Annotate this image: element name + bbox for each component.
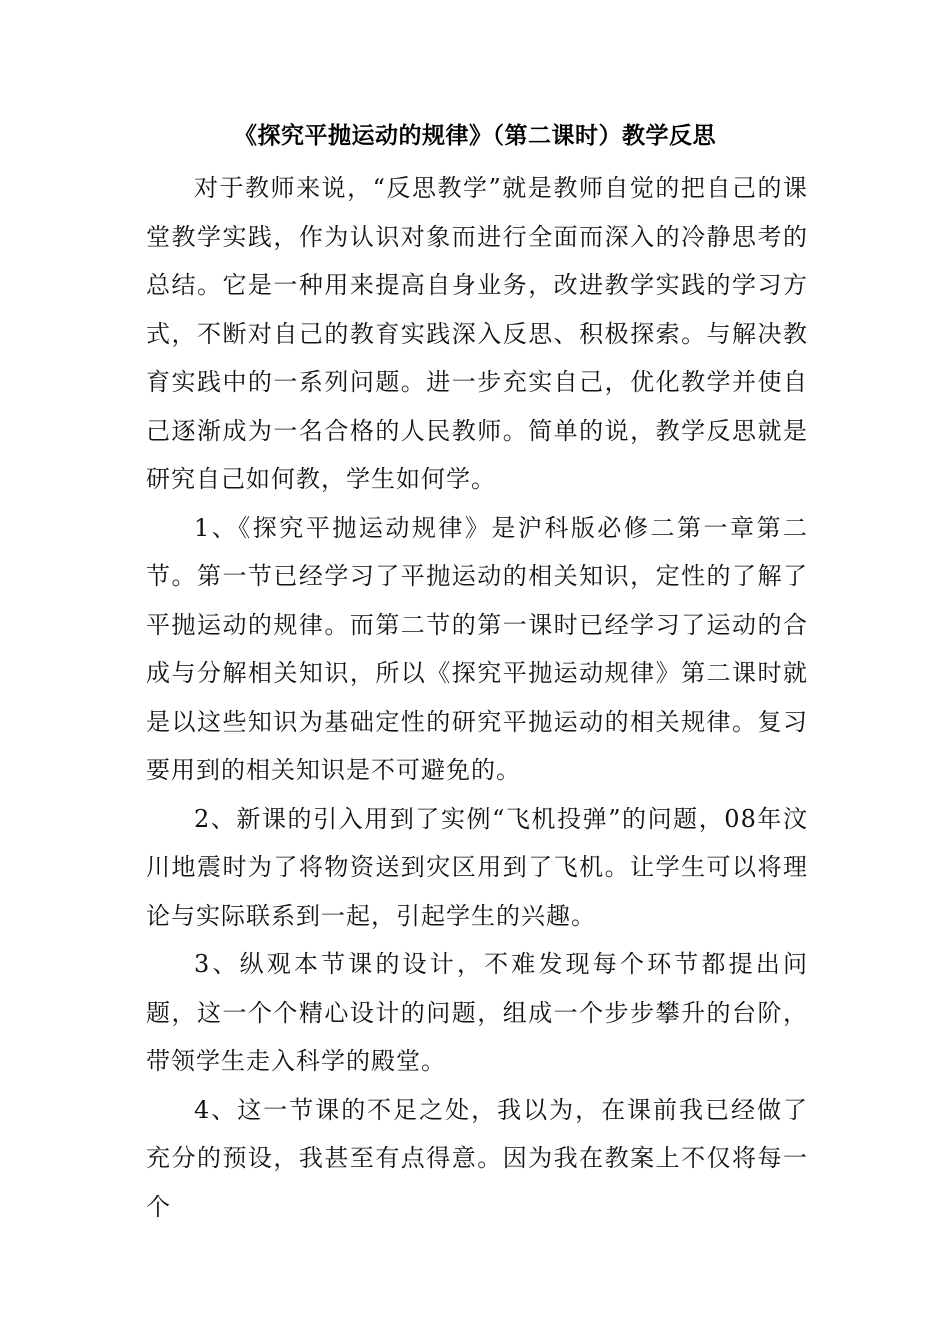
paragraph-point-1: 1、《探究平抛运动规律》是沪科版必修二第一章第二节。第一节已经学习了平抛运动的相关知识，定性的了解了平抛运动的规律。而第二节的第一课时已经学习了运动的合成与分解相关知识，所以《探究平抛运动规律》第二课时就是以这些知识为基础定性的研究平抛运动的相关规律。复习要用到的相关知识是不可避免的。 xyxy=(146,513,808,784)
document-body xyxy=(146,164,808,1231)
paragraph-point-2: 2、新课的引入用到了实例“飞机投弹”的问题，08年汶川地震时为了将物资送到灾区用到了飞机。让学生可以将理论与实际联系到一起，引起学生的兴趣。 xyxy=(146,804,808,930)
paragraph-point-4: 4、这一节课的不足之处，我以为，在课前我已经做了充分的预设，我甚至有点得意。因为我在教案上不仅将每一个 xyxy=(146,1095,808,1221)
document-title: 《探究平抛运动的规律》（第二课时）教学反思 xyxy=(234,122,716,149)
paragraph-intro: 对于教师来说，“反思教学”就是教师自觉的把自己的课堂教学实践，作为认识对象而进行全面而深入的冷静思考的总结。它是一种用来提高自身业务，改进教学实践的学习方式，不断对自己的教育实践深入反思、积极探索。与解决教育实践中的一系列问题。进一步充实自己，优化教学并使自己逐渐成为一名合格的人民教师。简单的说，教学反思就是研究自己如何教，学生如何学。 xyxy=(146,174,808,493)
paragraph-point-3: 3、纵观本节课的设计，不难发现每个环节都提出问题，这一个个精心设计的问题，组成一个步步攀升的台阶，带领学生走入科学的殿堂。 xyxy=(146,950,808,1075)
